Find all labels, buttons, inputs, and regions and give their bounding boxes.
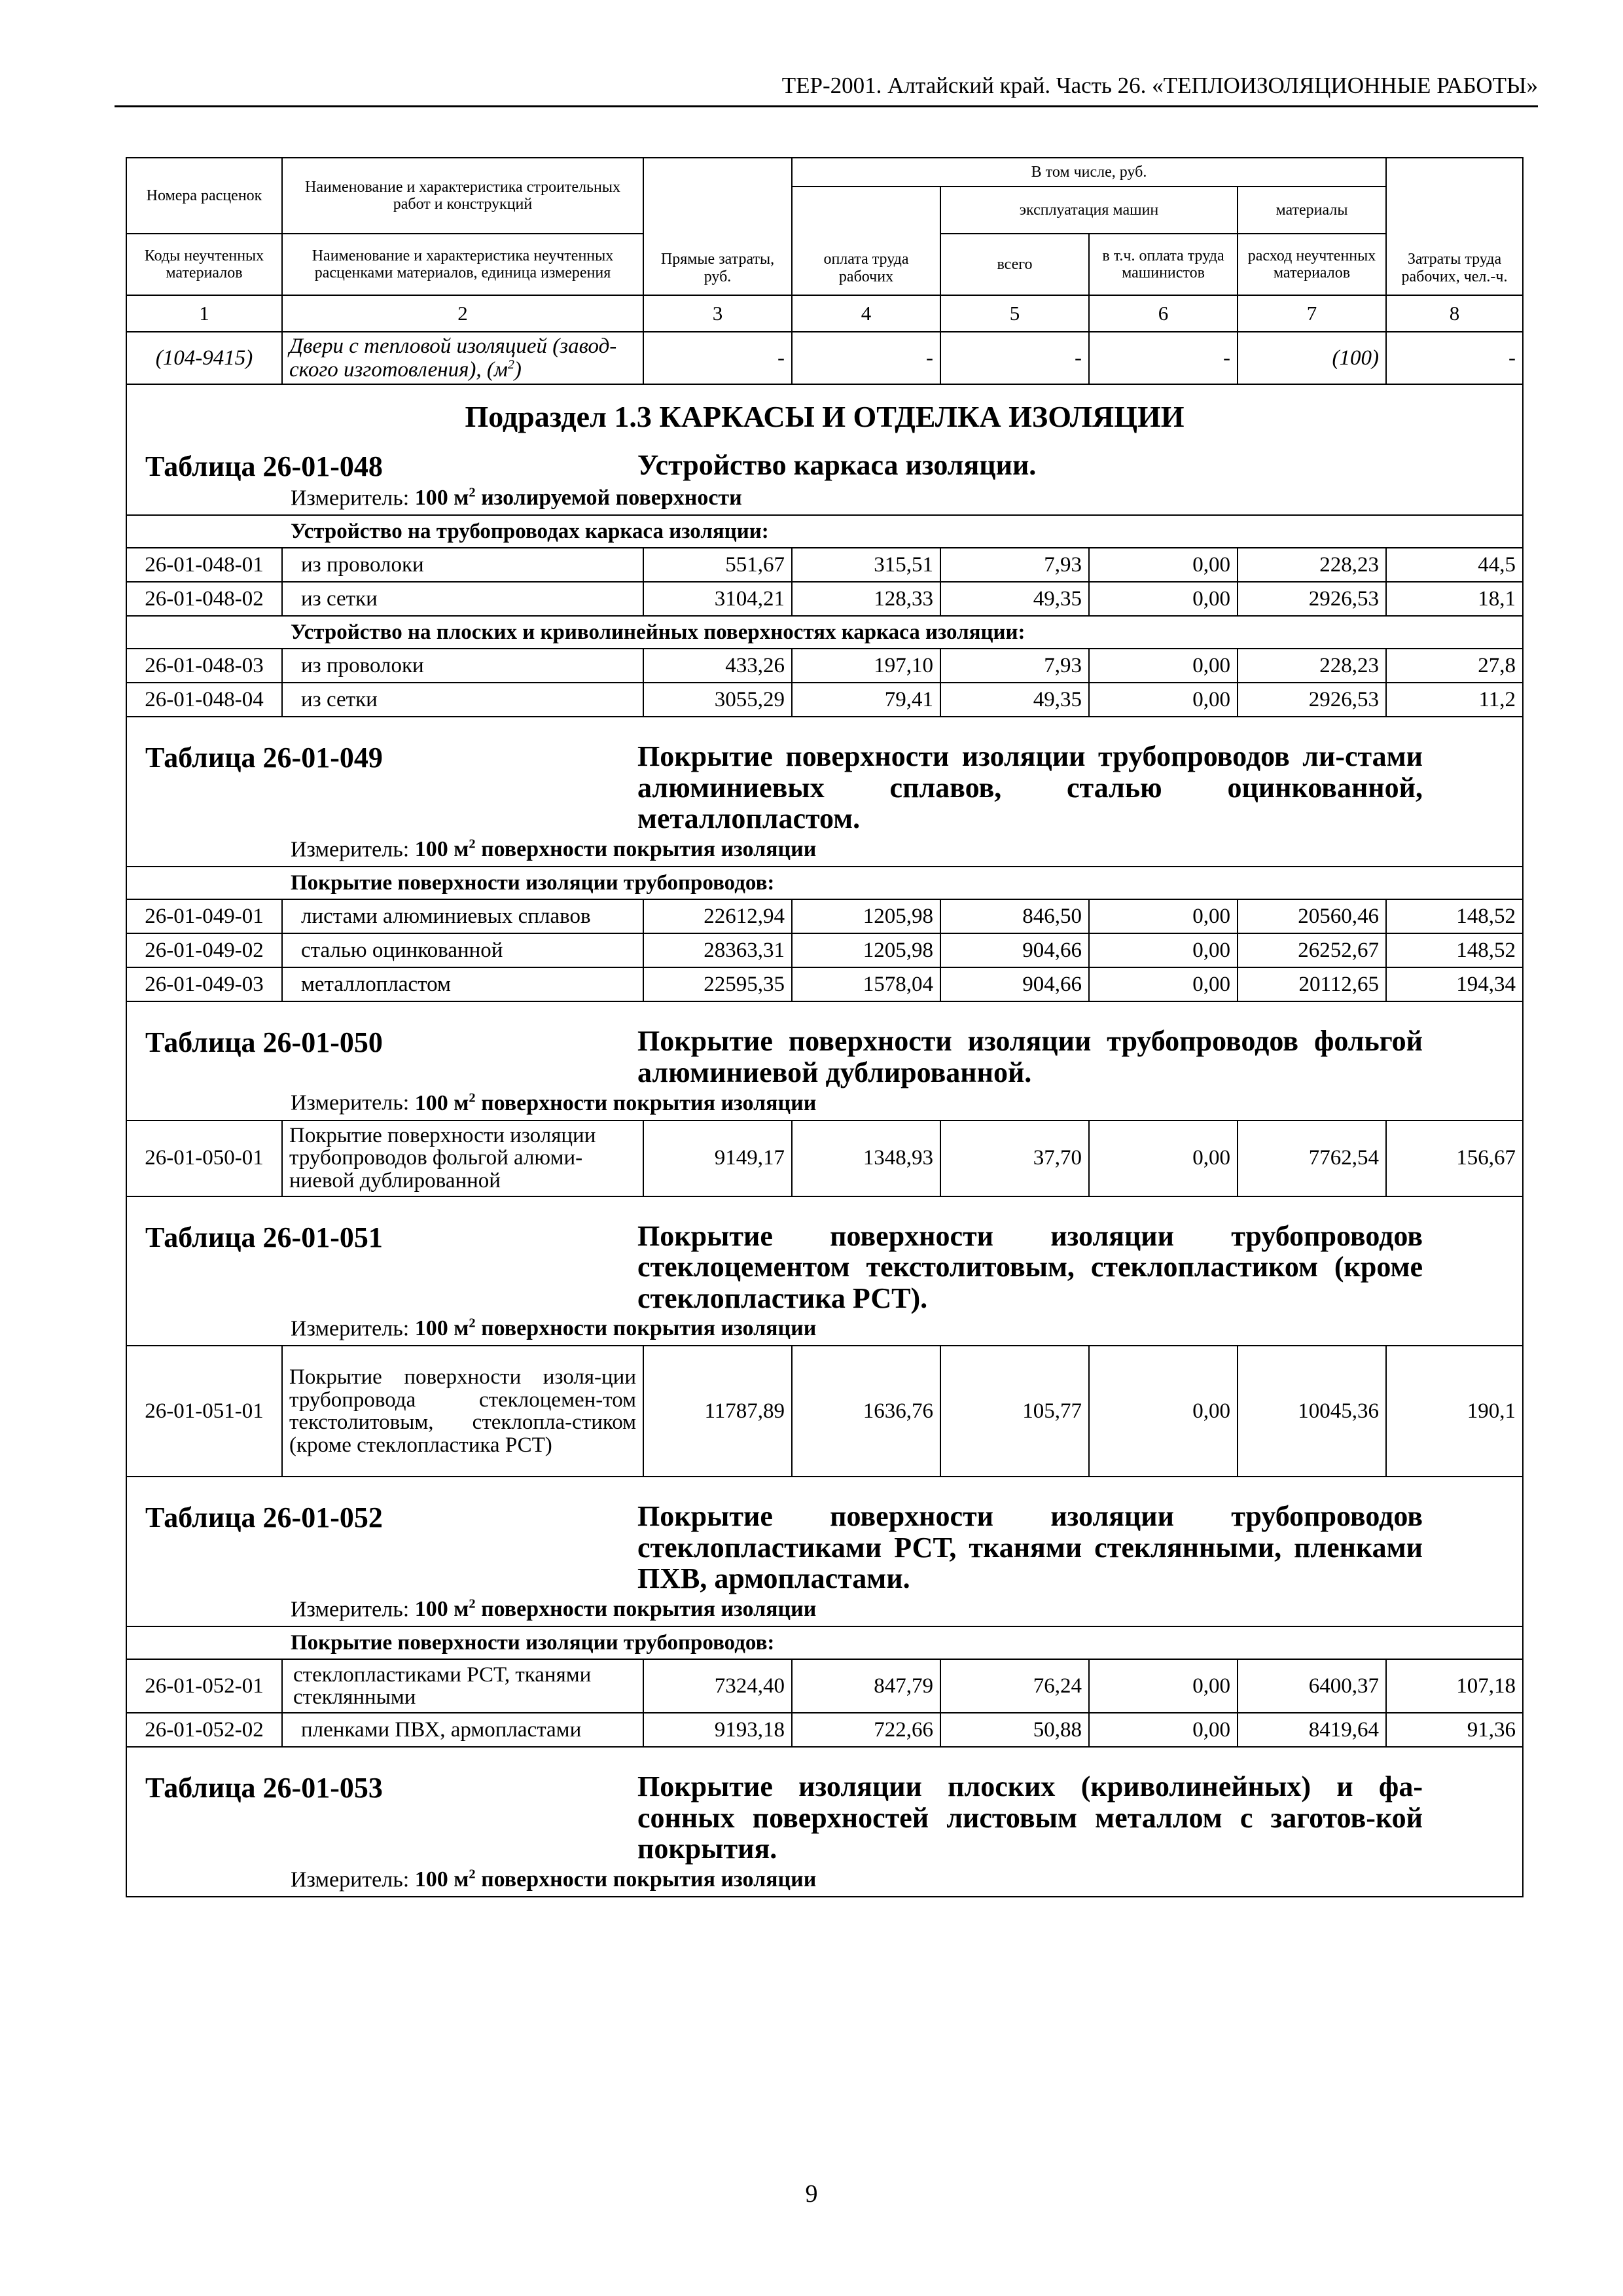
col-header-name-bottom: Наименование и характеристика неучтенных расценками материалов, единица измерения bbox=[282, 234, 643, 295]
row-name: листами алюминиевых сплавов bbox=[282, 899, 643, 933]
rates-table bbox=[126, 157, 1524, 1897]
row-materials: 228,23 bbox=[1238, 548, 1386, 582]
row-machines-total: 49,35 bbox=[940, 683, 1089, 717]
table-title: Покрытие изоляции плоских (криволинейных) и фа-сонных поверхностей листовым металлом с заготов-кой покрытия. bbox=[637, 1770, 1423, 1865]
row-name: из проволоки bbox=[282, 548, 643, 582]
section-050-heading bbox=[126, 1001, 1523, 1120]
row-labor-pay: 315,51 bbox=[792, 548, 940, 582]
row-labor-hours: 44,5 bbox=[1386, 548, 1523, 582]
row-labor-hours: 148,52 bbox=[1386, 899, 1523, 933]
row-name: из сетки bbox=[282, 683, 643, 717]
row-name: металлопластом bbox=[282, 967, 643, 1001]
row-materials: 2926,53 bbox=[1238, 683, 1386, 717]
row-machinists-pay: 0,00 bbox=[1089, 967, 1238, 1001]
row-labor-pay: 1348,93 bbox=[792, 1121, 940, 1196]
row-labor-pay: 128,33 bbox=[792, 582, 940, 616]
row-labor-pay: 1636,76 bbox=[792, 1346, 940, 1477]
section-048-heading bbox=[126, 384, 1523, 515]
row-machinists-pay: 0,00 bbox=[1089, 933, 1238, 967]
row-direct-costs: 3104,21 bbox=[643, 582, 792, 616]
col-header-machinists-pay: в т.ч. оплата труда машинистов bbox=[1089, 234, 1238, 295]
row-code: (104-9415) bbox=[126, 332, 282, 384]
row-machines-total: - bbox=[940, 332, 1089, 384]
row-labor-hours: 107,18 bbox=[1386, 1659, 1523, 1713]
unit-of-measure: Измеритель: 100 $м^2$ изолируемой поверхности bbox=[291, 486, 742, 511]
row-direct-costs: 28363,31 bbox=[643, 933, 792, 967]
table-row bbox=[126, 649, 1523, 683]
row-code: 26-01-052-02 bbox=[126, 1713, 282, 1747]
row-materials: 2926,53 bbox=[1238, 582, 1386, 616]
row-name: Покрытие поверхности изоля-ции трубопровода стеклоцемен-том текстолитовым, стеклопла-стиком (кроме стеклопластика РСТ) bbox=[282, 1346, 643, 1477]
row-labor-pay: 1205,98 bbox=[792, 933, 940, 967]
col-number: 3 bbox=[643, 295, 792, 332]
group-heading: Устройство на плоских и криволинейных поверхностях каркаса изоляции: bbox=[126, 616, 1523, 649]
row-code: 26-01-050-01 bbox=[126, 1121, 282, 1196]
unit-of-measure: Измеритель: 100 $м^2$ поверхности покрытия изоляции bbox=[291, 1867, 817, 1892]
group-heading: Покрытие поверхности изоляции трубопроводов: bbox=[126, 1626, 1523, 1659]
row-labor-pay: 79,41 bbox=[792, 683, 940, 717]
row-machines-total: 7,93 bbox=[940, 548, 1089, 582]
row-labor-hours: - bbox=[1386, 332, 1523, 384]
row-machinists-pay: 0,00 bbox=[1089, 582, 1238, 616]
group-heading: Покрытие поверхности изоляции трубопроводов: bbox=[126, 867, 1523, 899]
table-number: Таблица 26-01-053 bbox=[145, 1772, 383, 1804]
table-row bbox=[126, 683, 1523, 717]
col-number: 7 bbox=[1238, 295, 1386, 332]
section-053-heading bbox=[126, 1747, 1523, 1897]
row-labor-hours: 18,1 bbox=[1386, 582, 1523, 616]
row-code: 26-01-049-01 bbox=[126, 899, 282, 933]
row-machines-total: 7,93 bbox=[940, 649, 1089, 683]
table-title: Покрытие поверхности изоляции трубопроводов стеклопластиками РСТ, тканями стеклянными, пленками ПХВ, армопластами. bbox=[637, 1500, 1423, 1595]
col-header-materials: материалы bbox=[1238, 187, 1386, 234]
row-labor-pay: 197,10 bbox=[792, 649, 940, 683]
col-header-including: В том числе, руб. bbox=[792, 158, 1386, 187]
col-number: 8 bbox=[1386, 295, 1523, 332]
row-labor-hours: 194,34 bbox=[1386, 967, 1523, 1001]
row-machinists-pay: 0,00 bbox=[1089, 1659, 1238, 1713]
row-code: 26-01-048-04 bbox=[126, 683, 282, 717]
running-header-title: ТЕР-2001. Алтайский край. Часть 26. «ТЕПЛОИЗОЛЯЦИОННЫЕ РАБОТЫ» bbox=[781, 73, 1538, 98]
table-number: Таблица 26-01-050 bbox=[145, 1026, 383, 1059]
table-row bbox=[126, 332, 1523, 384]
row-materials: 228,23 bbox=[1238, 649, 1386, 683]
row-labor-pay: - bbox=[792, 332, 940, 384]
table-row bbox=[126, 582, 1523, 616]
row-materials: 7762,54 bbox=[1238, 1121, 1386, 1196]
col-number: 5 bbox=[940, 295, 1089, 332]
col-number: 1 bbox=[126, 295, 282, 332]
row-name: пленками ПВХ, армопластами bbox=[282, 1713, 643, 1747]
row-direct-costs: 22595,35 bbox=[643, 967, 792, 1001]
row-direct-costs: - bbox=[643, 332, 792, 384]
row-machines-total: 49,35 bbox=[940, 582, 1089, 616]
row-code: 26-01-052-01 bbox=[126, 1659, 282, 1713]
col-header-name-top: Наименование и характеристика строительных работ и конструкций bbox=[282, 158, 643, 234]
row-machines-total: 76,24 bbox=[940, 1659, 1089, 1713]
table-row bbox=[126, 899, 1523, 933]
row-machinists-pay: 0,00 bbox=[1089, 683, 1238, 717]
row-materials: 26252,67 bbox=[1238, 933, 1386, 967]
row-materials: 8419,64 bbox=[1238, 1713, 1386, 1747]
row-direct-costs: 3055,29 bbox=[643, 683, 792, 717]
row-labor-hours: 156,67 bbox=[1386, 1121, 1523, 1196]
col-header-machines: эксплуатация машин bbox=[940, 187, 1238, 234]
table-row bbox=[126, 1659, 1523, 1713]
col-header-direct-costs: Прямые затраты, руб. bbox=[643, 158, 792, 295]
col-number: 4 bbox=[792, 295, 940, 332]
unit-of-measure: Измеритель: 100 $м^2$ поверхности покрытия изоляции bbox=[291, 836, 817, 862]
row-labor-hours: 148,52 bbox=[1386, 933, 1523, 967]
row-machines-total: 37,70 bbox=[940, 1121, 1089, 1196]
row-code: 26-01-048-03 bbox=[126, 649, 282, 683]
section-049-heading bbox=[126, 717, 1523, 867]
row-materials: 20560,46 bbox=[1238, 899, 1386, 933]
table-row bbox=[126, 1713, 1523, 1747]
unit-of-measure: Измеритель: 100 $м^2$ поверхности покрытия изоляции bbox=[291, 1316, 817, 1341]
col-header-materials-unaccounted: расход неучтенных материалов bbox=[1238, 234, 1386, 295]
row-machinists-pay: 0,00 bbox=[1089, 649, 1238, 683]
row-machines-total: 904,66 bbox=[940, 933, 1089, 967]
col-header-machines-total: всего bbox=[940, 234, 1089, 295]
col-number: 6 bbox=[1089, 295, 1238, 332]
unit-of-measure: Измеритель: 100 $м^2$ поверхности покрытия изоляции bbox=[291, 1090, 817, 1115]
row-direct-costs: 433,26 bbox=[643, 649, 792, 683]
row-labor-pay: 1205,98 bbox=[792, 899, 940, 933]
row-direct-costs: 551,67 bbox=[643, 548, 792, 582]
row-labor-pay: 1578,04 bbox=[792, 967, 940, 1001]
row-machinists-pay: 0,00 bbox=[1089, 548, 1238, 582]
row-materials: (100) bbox=[1238, 332, 1386, 384]
row-machinists-pay: 0,00 bbox=[1089, 899, 1238, 933]
row-machinists-pay: - bbox=[1089, 332, 1238, 384]
table-row bbox=[126, 1121, 1523, 1196]
row-labor-hours: 91,36 bbox=[1386, 1713, 1523, 1747]
row-machines-total: 105,77 bbox=[940, 1346, 1089, 1477]
col-header-codes-top: Номера расценок bbox=[126, 158, 282, 234]
table-row bbox=[126, 933, 1523, 967]
row-materials: 20112,65 bbox=[1238, 967, 1386, 1001]
row-direct-costs: 9193,18 bbox=[643, 1713, 792, 1747]
table-title: Устройство каркаса изоляции. bbox=[637, 449, 1037, 481]
row-direct-costs: 7324,40 bbox=[643, 1659, 792, 1713]
row-machines-total: 846,50 bbox=[940, 899, 1089, 933]
row-labor-hours: 27,8 bbox=[1386, 649, 1523, 683]
table-number: Таблица 26-01-048 bbox=[145, 450, 383, 482]
page-number: 9 bbox=[805, 2180, 818, 2208]
document-body bbox=[126, 157, 1522, 1897]
row-name: из сетки bbox=[282, 582, 643, 616]
table-row bbox=[126, 1346, 1523, 1477]
table-title: Покрытие поверхности изоляции трубопроводов стеклоцементом текстолитовым, стеклопластиком (кроме стеклопластика РСТ). bbox=[637, 1219, 1423, 1314]
row-labor-pay: 847,79 bbox=[792, 1659, 940, 1713]
col-header-labor-pay: оплата труда рабочих bbox=[792, 187, 940, 295]
running-header bbox=[115, 71, 1538, 107]
section-051-heading bbox=[126, 1196, 1523, 1346]
row-machinists-pay: 0,00 bbox=[1089, 1713, 1238, 1747]
row-name: стеклопластиками РСТ, тканями стеклянными bbox=[282, 1659, 643, 1713]
row-machines-total: 50,88 bbox=[940, 1713, 1089, 1747]
row-direct-costs: 9149,17 bbox=[643, 1121, 792, 1196]
row-labor-hours: 190,1 bbox=[1386, 1346, 1523, 1477]
row-code: 26-01-048-01 bbox=[126, 548, 282, 582]
row-name: Покрытие поверхности изоляции трубопроводов фольгой алюми-ниевой дублированной bbox=[282, 1121, 643, 1196]
table-title: Покрытие поверхности изоляции трубопроводов ли-стами алюминиевых сплавов, сталью оцинкованной, металлопластом. bbox=[637, 740, 1423, 835]
row-code: 26-01-051-01 bbox=[126, 1346, 282, 1477]
table-row bbox=[126, 548, 1523, 582]
subsection-title: Подраздел 1.3 КАРКАСЫ И ОТДЕЛКА ИЗОЛЯЦИИ bbox=[465, 400, 1185, 433]
row-labor-pay: 722,66 bbox=[792, 1713, 940, 1747]
col-number: 2 bbox=[282, 295, 643, 332]
row-materials: 10045,36 bbox=[1238, 1346, 1386, 1477]
row-name: Двери с тепловой изоляцией (завод-ского изготовления), $(м^2)$ bbox=[282, 332, 643, 384]
row-code: 26-01-049-03 bbox=[126, 967, 282, 1001]
row-code: 26-01-048-02 bbox=[126, 582, 282, 616]
row-machines-total: 904,66 bbox=[940, 967, 1089, 1001]
row-code: 26-01-049-02 bbox=[126, 933, 282, 967]
unit-of-measure: Измеритель: 100 $м^2$ поверхности покрытия изоляции bbox=[291, 1596, 817, 1622]
col-header-codes-bottom: Коды неучтенных материалов bbox=[126, 234, 282, 295]
row-machinists-pay: 0,00 bbox=[1089, 1121, 1238, 1196]
table-number: Таблица 26-01-051 bbox=[145, 1221, 383, 1253]
row-direct-costs: 22612,94 bbox=[643, 899, 792, 933]
row-name: из проволоки bbox=[282, 649, 643, 683]
group-heading: Устройство на трубопроводах каркаса изоляции: bbox=[126, 515, 1523, 548]
row-name: сталью оцинкованной bbox=[282, 933, 643, 967]
section-052-heading bbox=[126, 1477, 1523, 1626]
row-direct-costs: 11787,89 bbox=[643, 1346, 792, 1477]
table-row bbox=[126, 967, 1523, 1001]
table-number: Таблица 26-01-049 bbox=[145, 742, 383, 774]
col-header-labor-hours: Затраты труда рабочих, чел.-ч. bbox=[1386, 158, 1523, 295]
table-number: Таблица 26-01-052 bbox=[145, 1501, 383, 1534]
row-materials: 6400,37 bbox=[1238, 1659, 1386, 1713]
table-title: Покрытие поверхности изоляции трубопроводов фольгой алюминиевой дублированной. bbox=[637, 1025, 1423, 1088]
row-labor-hours: 11,2 bbox=[1386, 683, 1523, 717]
row-machinists-pay: 0,00 bbox=[1089, 1346, 1238, 1477]
